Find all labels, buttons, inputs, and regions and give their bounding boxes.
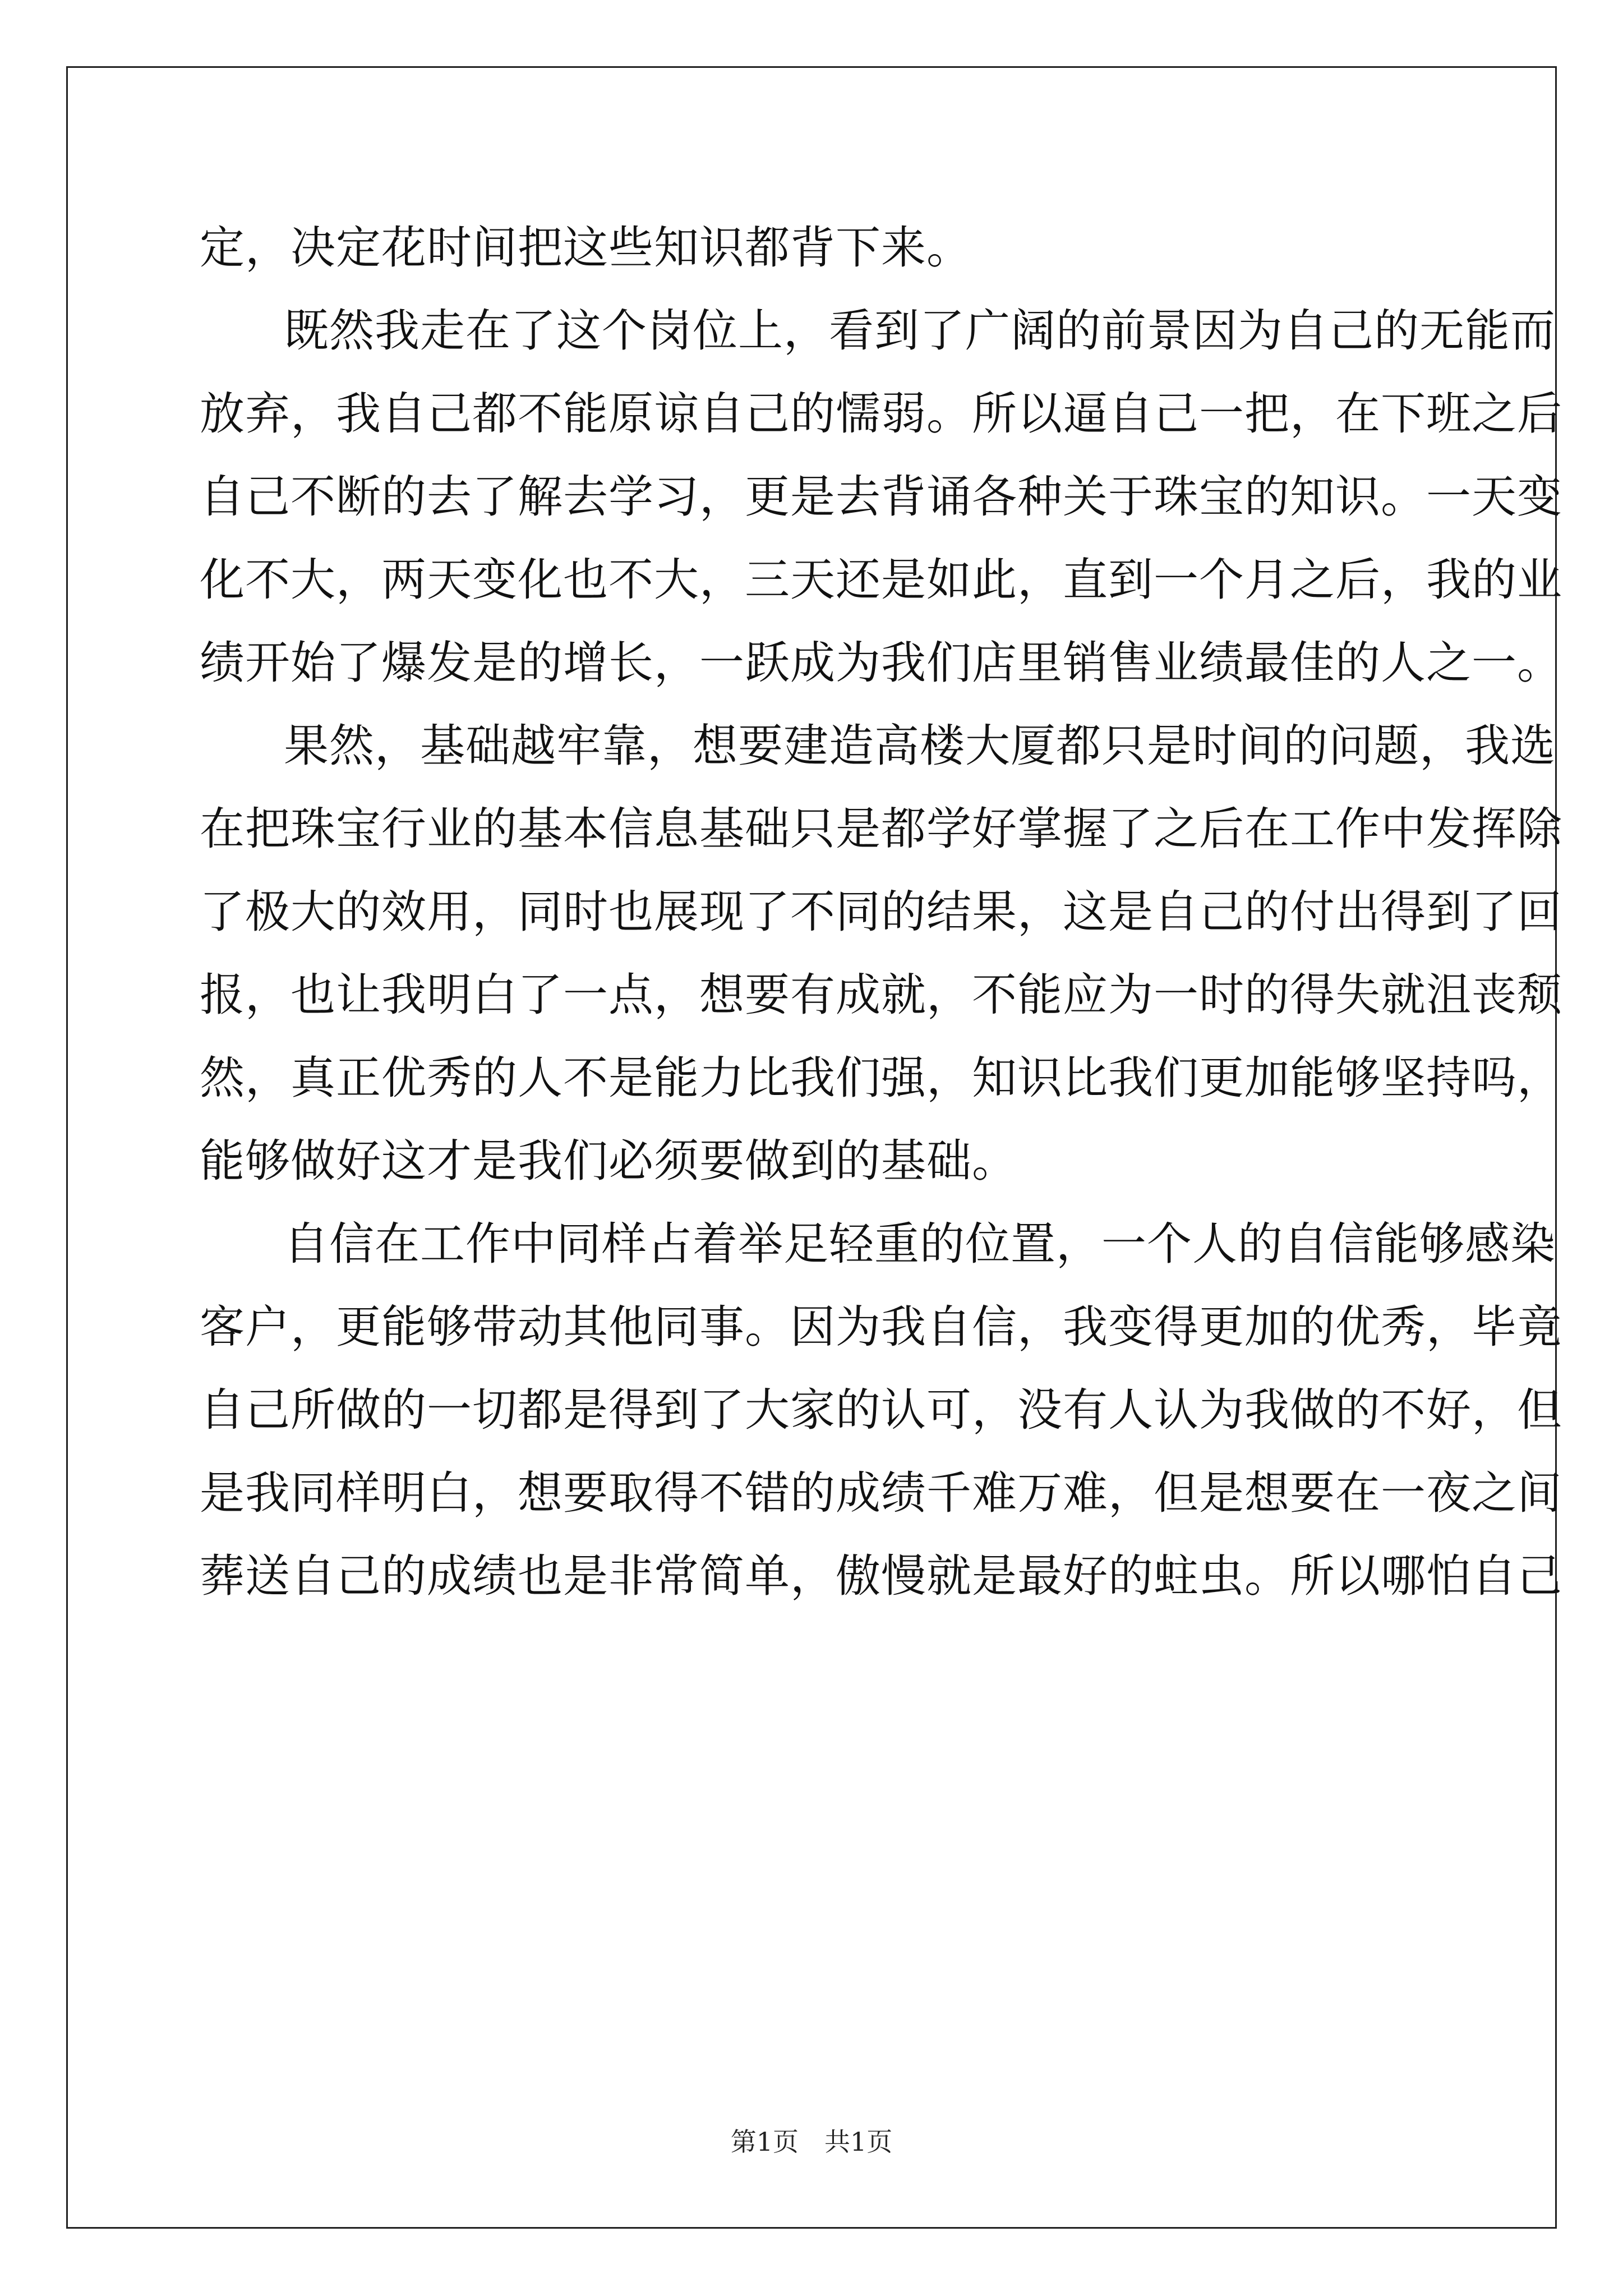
text-line: 定，决定花时间把这些知识都背下来。: [200, 222, 972, 274]
text-line: 然，真正优秀的人不是能力比我们强，知识比我们更加能够坚持吗，: [200, 1052, 1562, 1104]
text-line: 果然，基础越牢靠，想要建造高楼大厦都只是时间的问题，我选: [284, 720, 1556, 772]
text-line: 自己不断的去了解去学习，更是去背诵各种关于珠宝的知识。一天变: [200, 471, 1562, 523]
text-line: 自信在工作中同样占着举足轻重的位置，一个人的自信能够感染: [284, 1218, 1556, 1270]
text-line: 绩开始了爆发是的增长，一跃成为我们店里销售业绩最佳的人之一。: [200, 637, 1562, 689]
text-line: 自己所做的一切都是得到了大家的认可，没有人认为我做的不好，但: [200, 1384, 1562, 1436]
page-indicator: 第1页 共1页: [730, 2127, 893, 2157]
text-line: 能够做好这才是我们必须要做到的基础。: [200, 1135, 1017, 1187]
text-line: 葬送自己的成绩也是非常简单，傲慢就是最好的蛀虫。所以哪怕自己: [200, 1550, 1562, 1602]
document-body: [200, 206, 1562, 1618]
text-line: 了极大的效用，同时也展现了不同的结果，这是自己的付出得到了回: [200, 886, 1562, 938]
text-line: 客户，更能够带动其他同事。因为我自信，我变得更加的优秀，毕竟: [200, 1301, 1562, 1353]
text-line: 在把珠宝行业的基本信息基础只是都学好掌握了之后在工作中发挥除: [200, 803, 1562, 855]
text-line: 化不大，两天变化也不大，三天还是如此，直到一个月之后，我的业: [200, 554, 1562, 606]
text-line: 是我同样明白，想要取得不错的成绩千难万难，但是想要在一夜之间: [200, 1467, 1562, 1519]
page-footer: [0, 2125, 1623, 2159]
text-line: 放弃，我自己都不能原谅自己的懦弱。所以逼自己一把，在下班之后: [200, 388, 1562, 440]
text-line: 报，也让我明白了一点，想要有成就，不能应为一时的得失就沮丧颓: [200, 969, 1562, 1021]
text-line: 既然我走在了这个岗位上，看到了广阔的前景因为自己的无能而: [284, 305, 1556, 357]
